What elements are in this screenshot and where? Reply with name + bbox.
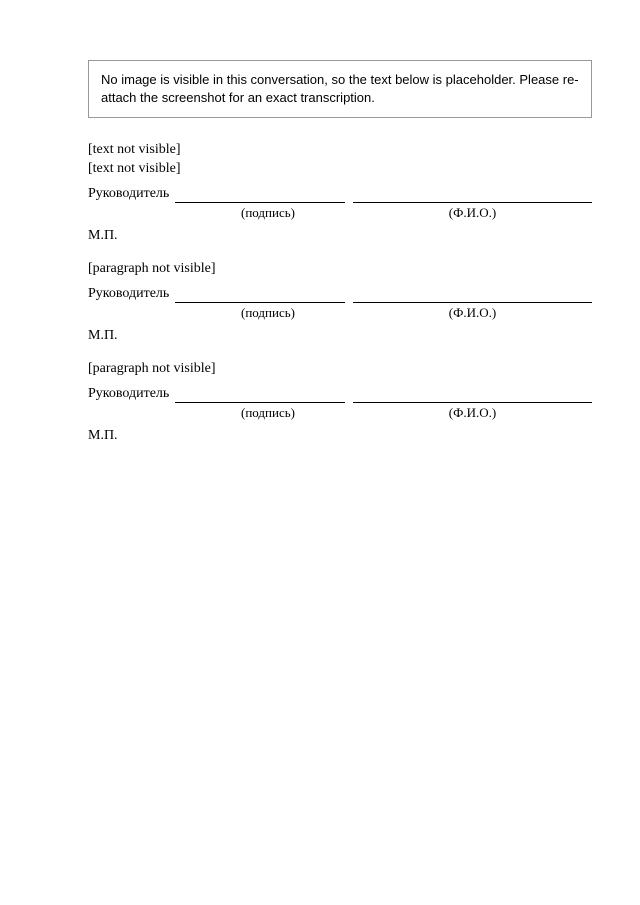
confirmation-paragraph: [paragraph not visible] [88,361,216,376]
confirmation-paragraph: [paragraph not visible] [88,261,216,276]
signature-captions [88,403,592,422]
fio-caption: (Ф.И.О.) [448,305,497,320]
signature-caption: (подпись) [241,405,295,420]
fio-blank [353,186,592,203]
intro-line: [text not visible] [88,161,181,176]
fio-caption: (Ф.И.О.) [448,405,497,420]
fio-caption: (Ф.И.О.) [448,205,497,220]
intro-line: [text not visible] [88,142,181,157]
signature-blank [175,286,345,303]
fio-blank [353,386,592,403]
signature-caption: (подпись) [241,205,295,220]
signature-role: Руководитель [88,386,170,401]
stamp-mark: М.П. [88,228,118,243]
signature-row [88,384,592,403]
signature-role: Руководитель [88,286,170,301]
signature-row [88,184,592,203]
fio-blank [353,286,592,303]
stamp-mark: М.П. [88,428,118,443]
missing-image-notice: No image is visible in this conversation, so the text below is placeholder. Please re-attach the screenshot for an exact transcription. [88,60,592,118]
signature-caption: (подпись) [241,305,295,320]
signature-captions [88,303,592,322]
stamp-mark: М.П. [88,328,118,343]
signature-blank [175,186,345,203]
signature-captions [88,203,592,222]
signature-row [88,284,592,303]
signature-blank [175,386,345,403]
signature-role: Руководитель [88,186,170,201]
